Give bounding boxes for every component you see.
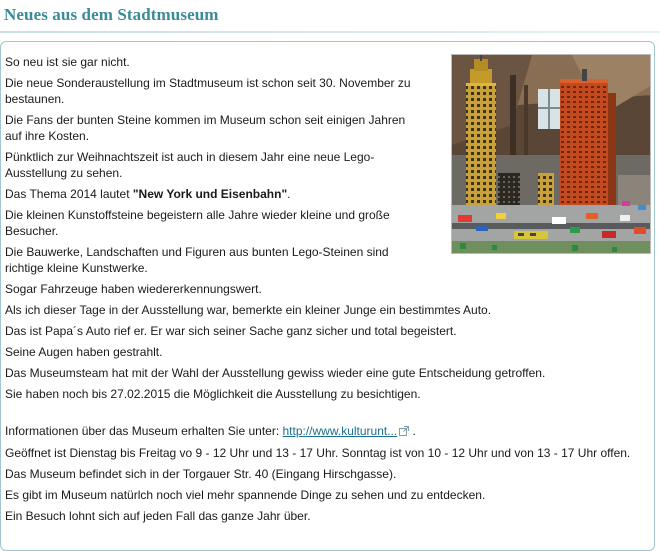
theme-title: "New York und Eisenbahn" xyxy=(132,187,288,201)
article-paragraph: Sogar Fahrzeuge haben wiedererkennungswert. xyxy=(5,282,262,296)
article-paragraph: Sie haben noch bis 27.02.2015 die Möglichkeit die Ausstellung zu besichtigen. xyxy=(5,387,421,401)
article-paragraph: So neu ist sie gar nicht. xyxy=(5,55,130,69)
page-title: Neues aus dem Stadtmuseum xyxy=(4,5,219,24)
article-paragraph: Die neue Sonderaustellung im Stadtmuseum ist schon seit 30. November zu bestaunen. xyxy=(5,76,411,106)
article-paragraph: Die Bauwerke, Landschaften und Figuren aus bunten Lego-Steinen sind richtige kleine Kunstwerke. xyxy=(5,245,389,275)
theme-prefix: Das Thema 2014 lautet xyxy=(5,187,133,201)
museum-website-link[interactable]: http://www.kulturunt... xyxy=(282,424,398,438)
title-divider xyxy=(0,31,660,33)
info-paragraph: Es gibt im Museum natürlch noch viel mehr spannende Dinge zu sehen und zu entdecken. xyxy=(5,488,486,502)
info-suffix: . xyxy=(409,424,416,438)
paragraph-spacer xyxy=(5,407,645,423)
external-link-icon[interactable] xyxy=(399,424,409,440)
museum-location: Das Museum befindet sich in der Torgauer Str. 40 (Eingang Hirschgasse). xyxy=(5,467,397,481)
article-paragraph: Seine Augen haben gestrahlt. xyxy=(5,345,163,359)
article-paragraph: Pünktlich zur Weihnachtszeit ist auch in diesem Jahr eine neue Lego-Ausstellung zu sehen. xyxy=(5,150,375,180)
theme-suffix: . xyxy=(287,187,291,201)
info-prefix: Informationen über das Museum erhalten Sie unter: xyxy=(5,424,283,438)
article-paragraph: Das Museumsteam hat mit der Wahl der Ausstellung gewiss wieder eine gute Entscheidung getroffen. xyxy=(5,366,546,380)
article-paragraph: Das ist Papa´s Auto rief er. Er war sich seiner Sache ganz sicher und total begeistert. xyxy=(5,324,457,338)
article-paragraph: Als ich dieser Tage in der Ausstellung war, bemerkte ein kleiner Junge ein bestimmtes Auto. xyxy=(5,303,492,317)
article-content xyxy=(5,54,645,529)
info-paragraph xyxy=(5,423,645,440)
info-paragraph: Ein Besuch lohnt sich auf jeden Fall das ganze Jahr über. xyxy=(5,509,311,523)
article-paragraph: Die Fans der bunten Steine kommen im Museum schon seit einigen Jahren auf ihre Kosten. xyxy=(5,113,406,143)
article-paragraph: Die kleinen Kunstoffsteine begeistern alle Jahre wieder kleine und große Besucher. xyxy=(5,208,390,238)
opening-hours: Geöffnet ist Dienstag bis Freitag vo 9 - 12 Uhr und 13 - 17 Uhr. Sonntag ist von 10 - 12 Uhr und von 13 - 17 Uhr offen. xyxy=(5,446,631,460)
article-paragraph-theme xyxy=(5,186,645,202)
